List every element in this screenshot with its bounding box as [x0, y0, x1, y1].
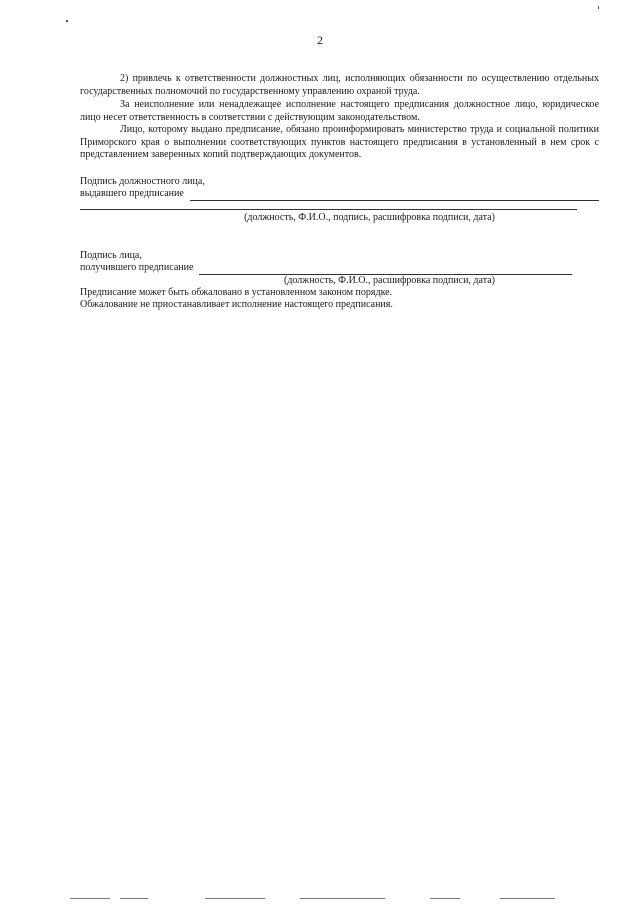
paragraph-liability-officials: 2) привлечь к ответственности должностных лиц, исполняющих обязанности по осуществлению отдельных государственных полномочий по государственному управлению охраной труда.: [80, 73, 599, 97]
scan-artifact: [500, 898, 555, 899]
paragraph-inform-ministry: Лицо, которому выдано предписание, обязано проинформировать министерство труда и социальной политики Приморского края о выполнении соответствующих пунктов настоящего предписания в установленный в нем срок с представлением заверенных копий подтверждающих документов.: [80, 124, 599, 160]
issuer-signature-field[interactable]: [190, 190, 599, 201]
scan-speck: [598, 6, 599, 9]
paragraph-responsibility: За неисполнение или ненадлежащее исполнение настоящего предписания должностное лицо, юридическое лицо несет ответственность в соответствии с действующим законодательством.: [80, 99, 599, 123]
scan-speck: [66, 20, 68, 22]
recipient-signature-field[interactable]: [199, 264, 572, 275]
scan-artifact: [430, 898, 460, 899]
recipient-signature-block: [80, 250, 599, 311]
page-number: 2: [317, 33, 323, 47]
issuer-signature-line: [80, 209, 577, 210]
issuer-signature-label-2: выдавшего предписание: [80, 188, 184, 199]
appeal-note: Предписание может быть обжаловано в установленном законом порядке.: [80, 286, 393, 298]
issuer-signature-caption: (должность, Ф.И.О., подпись, расшифровка подписи, дата): [244, 211, 495, 223]
issuer-signature-block: [80, 176, 599, 236]
recipient-signature-caption: (должность, Ф.И.О., расшифровка подписи, дата): [284, 274, 495, 286]
recipient-signature-label: Подпись лица,: [80, 249, 142, 261]
appeal-not-suspend-note: Обжалование не приостанавливает исполнение настоящего предписания.: [80, 298, 393, 310]
scan-artifact: [205, 898, 265, 899]
scan-artifact: [120, 898, 148, 899]
scan-artifact: [70, 898, 110, 899]
issuer-signature-label: Подпись должностного лица,: [80, 175, 205, 187]
document-body: [80, 73, 599, 311]
recipient-signature-label-2: получившего предписание: [80, 262, 194, 273]
scan-artifact: [300, 898, 385, 899]
